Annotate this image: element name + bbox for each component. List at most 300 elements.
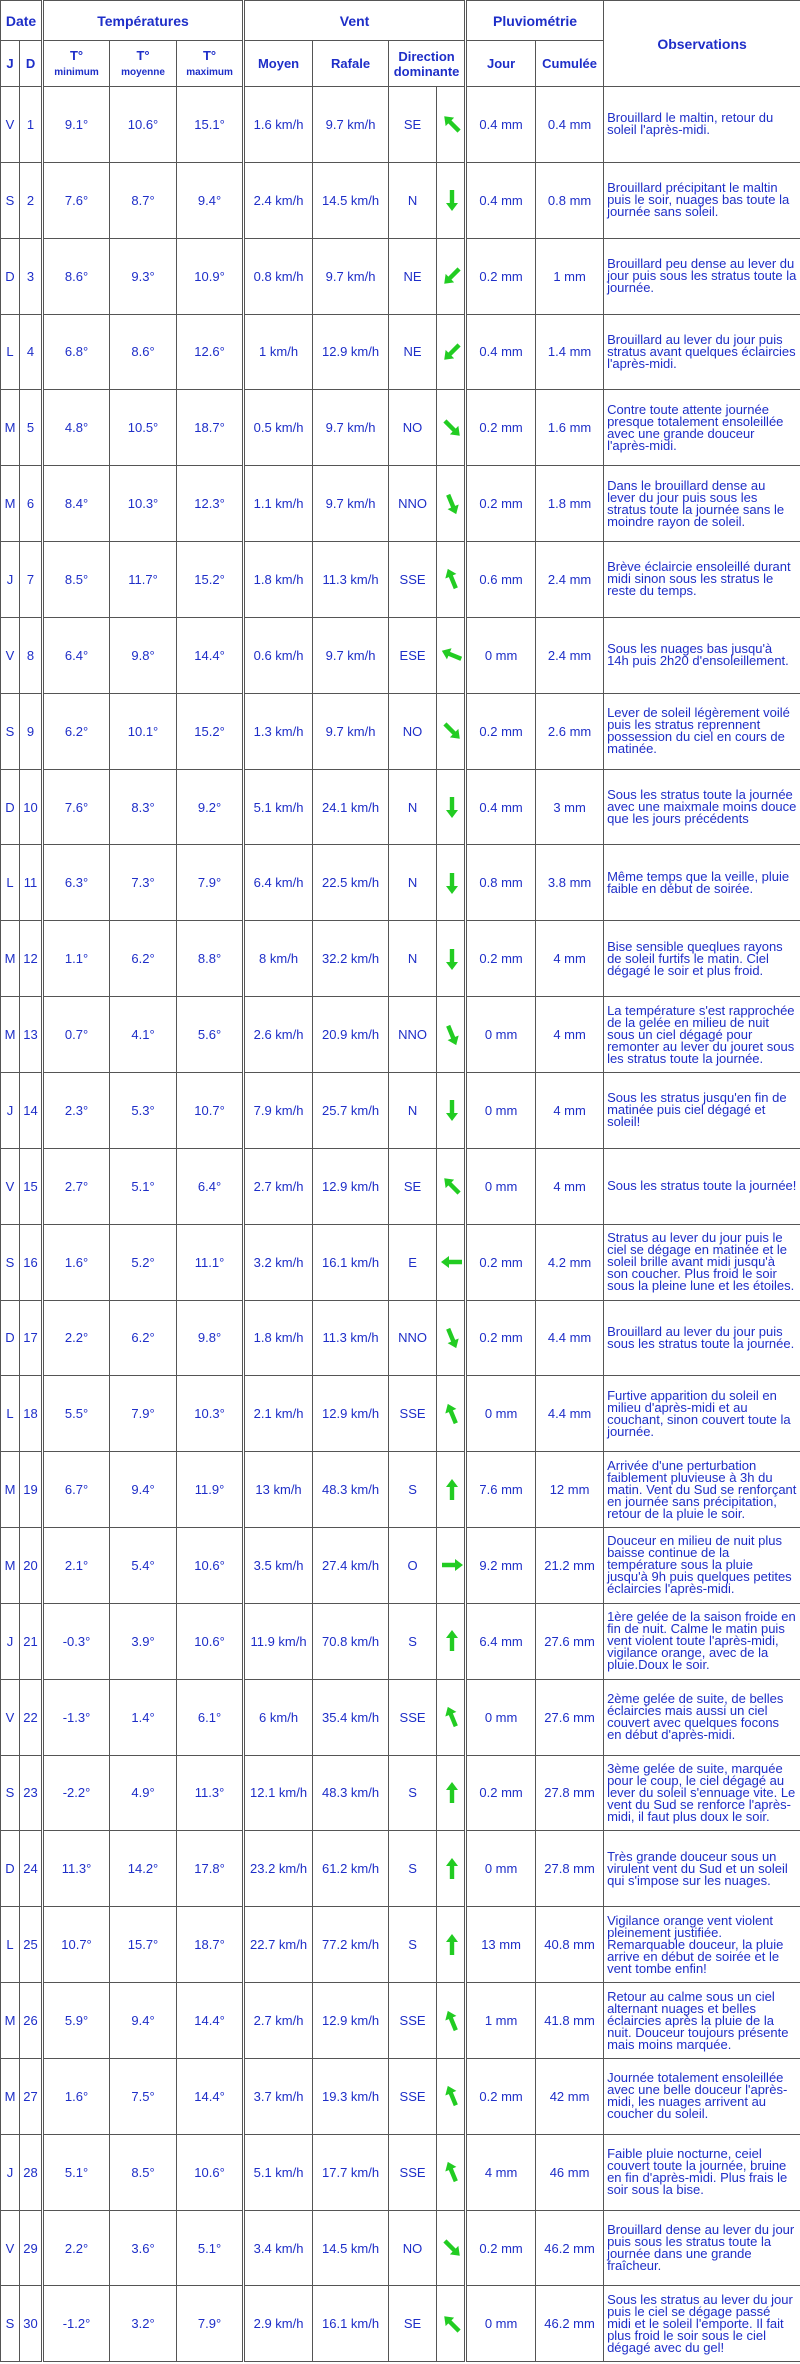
wind-arrow-icon xyxy=(439,1249,465,1275)
table-row xyxy=(1,1755,800,1831)
wind-gust-cell: 16.1 km/h xyxy=(313,1224,389,1300)
rain-cumul-cell: 21.2 mm xyxy=(536,1528,604,1604)
wind-direction-cell: N xyxy=(389,921,437,997)
table-row xyxy=(1,693,800,769)
wind-gust-cell: 24.1 km/h xyxy=(313,769,389,845)
rain-cumul-cell: 27.8 mm xyxy=(536,1755,604,1831)
wind-arrow-cell xyxy=(437,542,466,618)
day-number-cell: 19 xyxy=(20,1452,43,1528)
wind-arrow-icon xyxy=(439,870,465,896)
rain-cumul-cell: 41.8 mm xyxy=(536,1983,604,2059)
wind-direction-cell: SE xyxy=(389,87,437,163)
wind-arrow-icon xyxy=(439,1932,465,1958)
rain-day-cell: 0.2 mm xyxy=(466,921,536,997)
tmax-cell: 15.1° xyxy=(177,87,244,163)
tmin-cell: 6.8° xyxy=(43,314,110,390)
rain-day-cell: 0 mm xyxy=(466,1148,536,1224)
wind-arrow-cell xyxy=(437,921,466,997)
tmin-cell: -1.3° xyxy=(43,1679,110,1755)
table-row xyxy=(1,1528,800,1604)
observation-cell: Brouillard le maltin, retour du soleil l'après-midi. xyxy=(604,87,800,163)
tmin-cell: 2.1° xyxy=(43,1528,110,1604)
wind-gust-cell: 27.4 km/h xyxy=(313,1528,389,1604)
tmin-cell: 2.2° xyxy=(43,2210,110,2286)
observation-cell: Sous les stratus jusqu'en fin de matinée puis ciel dégagé et soleil! xyxy=(604,1072,800,1148)
table-row xyxy=(1,87,800,163)
wind-arrow-icon xyxy=(439,491,465,517)
tmax-cell: 10.9° xyxy=(177,238,244,314)
wind-direction-cell: NNO xyxy=(389,1300,437,1376)
wind-arrow-icon xyxy=(439,339,465,365)
rain-cumul-cell: 1.8 mm xyxy=(536,466,604,542)
wind-arrow-cell xyxy=(437,1224,466,1300)
wind-arrow-icon xyxy=(439,1856,465,1882)
wind-arrow-icon xyxy=(439,718,465,744)
rain-day-cell: 0 mm xyxy=(466,1831,536,1907)
observation-cell: Brouillard précipitant le maltin puis le soir, nuages bas toute la journée sans soleil. xyxy=(604,162,800,238)
tmax-cell: 8.8° xyxy=(177,921,244,997)
tmoy-cell: 10.5° xyxy=(110,390,177,466)
tmoy-cell: 9.8° xyxy=(110,617,177,693)
tmax-cell: 10.7° xyxy=(177,1072,244,1148)
wind-arrow-cell xyxy=(437,1755,466,1831)
tmoy-cell: 14.2° xyxy=(110,1831,177,1907)
wind-arrow-cell xyxy=(437,1603,466,1679)
tmin-cell: 1.6° xyxy=(43,2058,110,2134)
tmoy-cell: 5.4° xyxy=(110,1528,177,1604)
tmoy-cell: 10.3° xyxy=(110,466,177,542)
wind-mean-cell: 1.8 km/h xyxy=(244,542,313,618)
observation-cell: Sous les stratus toute la journée avec une maixmale moins douce que les jours précédents xyxy=(604,769,800,845)
tmoy-cell: 11.7° xyxy=(110,542,177,618)
observation-cell: Lever de soleil légèrement voilé puis les stratus reprennent possession du ciel en cours de matinée. xyxy=(604,693,800,769)
wind-gust-cell: 35.4 km/h xyxy=(313,1679,389,1755)
tmax-cell: 11.9° xyxy=(177,1452,244,1528)
wind-direction-cell: SE xyxy=(389,1148,437,1224)
table-row xyxy=(1,2286,800,2362)
table-row xyxy=(1,1831,800,1907)
wind-direction-cell: O xyxy=(389,1528,437,1604)
wind-arrow-cell xyxy=(437,1072,466,1148)
weekday-cell: L xyxy=(1,845,20,921)
tmax-cell: 10.3° xyxy=(177,1376,244,1452)
tmin-cell: 6.4° xyxy=(43,617,110,693)
tmin-cell: 0.7° xyxy=(43,997,110,1073)
weekday-cell: M xyxy=(1,921,20,997)
weekday-cell: M xyxy=(1,2058,20,2134)
tmoy-cell: 6.2° xyxy=(110,921,177,997)
wind-gust-cell: 48.3 km/h xyxy=(313,1452,389,1528)
tmoy-cell: 10.6° xyxy=(110,87,177,163)
weekday-cell: V xyxy=(1,1679,20,1755)
wind-mean-cell: 5.1 km/h xyxy=(244,2134,313,2210)
rain-cumul-cell: 2.4 mm xyxy=(536,617,604,693)
rain-cumul-cell: 4 mm xyxy=(536,1072,604,1148)
day-number-cell: 24 xyxy=(20,1831,43,1907)
tmin-cell: 5.1° xyxy=(43,2134,110,2210)
wind-direction-cell: E xyxy=(389,1224,437,1300)
header-tmoy xyxy=(110,41,177,87)
wind-arrow-cell xyxy=(437,2210,466,2286)
rain-day-cell: 0 mm xyxy=(466,997,536,1073)
table-row xyxy=(1,542,800,618)
rain-day-cell: 0.4 mm xyxy=(466,162,536,238)
header-direction-line1: Direction xyxy=(398,48,455,64)
tmin-cell: 7.6° xyxy=(43,162,110,238)
wind-gust-cell: 14.5 km/h xyxy=(313,2210,389,2286)
rain-day-cell: 0.4 mm xyxy=(466,87,536,163)
day-number-cell: 6 xyxy=(20,466,43,542)
rain-day-cell: 7.6 mm xyxy=(466,1452,536,1528)
rain-cumul-cell: 4 mm xyxy=(536,921,604,997)
table-row xyxy=(1,1148,800,1224)
table-row xyxy=(1,1300,800,1376)
table-row xyxy=(1,2210,800,2286)
wind-mean-cell: 2.7 km/h xyxy=(244,1148,313,1224)
wind-gust-cell: 11.3 km/h xyxy=(313,1300,389,1376)
wind-mean-cell: 1.1 km/h xyxy=(244,466,313,542)
rain-cumul-cell: 12 mm xyxy=(536,1452,604,1528)
rain-day-cell: 0.2 mm xyxy=(466,2210,536,2286)
tmax-cell: 10.6° xyxy=(177,1528,244,1604)
tmoy-cell: 6.2° xyxy=(110,1300,177,1376)
wind-arrow-icon xyxy=(439,1401,465,1427)
observation-cell: Journée totalement ensoleillée avec une belle douceur l'après-midi, les nuages arrivent au coucher du soleil. xyxy=(604,2058,800,2134)
rain-cumul-cell: 4.2 mm xyxy=(536,1224,604,1300)
wind-arrow-cell xyxy=(437,1300,466,1376)
wind-arrow-cell xyxy=(437,162,466,238)
weekday-cell: L xyxy=(1,1376,20,1452)
wind-gust-cell: 19.3 km/h xyxy=(313,2058,389,2134)
wind-arrow-icon xyxy=(439,2235,465,2261)
rain-day-cell: 9.2 mm xyxy=(466,1528,536,1604)
wind-mean-cell: 3.5 km/h xyxy=(244,1528,313,1604)
weather-table-body xyxy=(1,1,800,2362)
tmoy-cell: 3.6° xyxy=(110,2210,177,2286)
tmax-cell: 9.8° xyxy=(177,1300,244,1376)
weekday-cell: S xyxy=(1,2286,20,2362)
rain-cumul-cell: 40.8 mm xyxy=(536,1907,604,1983)
weekday-cell: D xyxy=(1,769,20,845)
rain-cumul-cell: 42 mm xyxy=(536,2058,604,2134)
rain-day-cell: 0.2 mm xyxy=(466,1224,536,1300)
tmax-cell: 5.6° xyxy=(177,997,244,1073)
tmoy-cell: 3.2° xyxy=(110,2286,177,2362)
tmoy-cell: 10.1° xyxy=(110,693,177,769)
observation-cell: Brouillard dense au lever du jour puis sous les stratus toute la journée dans une grande fraîcheur. xyxy=(604,2210,800,2286)
table-row xyxy=(1,2058,800,2134)
wind-arrow-icon xyxy=(439,187,465,213)
wind-mean-cell: 2.4 km/h xyxy=(244,162,313,238)
header-tmax-label: maximum xyxy=(186,66,233,78)
tmoy-cell: 15.7° xyxy=(110,1907,177,1983)
header-wind-mean: Moyen xyxy=(244,41,313,87)
wind-arrow-icon xyxy=(439,2311,465,2337)
wind-arrow-cell xyxy=(437,997,466,1073)
rain-cumul-cell: 4.4 mm xyxy=(536,1300,604,1376)
table-row xyxy=(1,466,800,542)
tmax-cell: 7.9° xyxy=(177,2286,244,2362)
rain-cumul-cell: 1.6 mm xyxy=(536,390,604,466)
wind-arrow-cell xyxy=(437,1376,466,1452)
header-direction-line2: dominante xyxy=(393,63,460,79)
wind-arrow-cell xyxy=(437,1983,466,2059)
wind-direction-cell: NO xyxy=(389,390,437,466)
wind-direction-cell: SSE xyxy=(389,1983,437,2059)
observation-cell: Sous les nuages bas jusqu'à 14h puis 2h20 d'ensoleillement. xyxy=(604,617,800,693)
observation-cell: Dans le brouillard dense au lever du jour puis sous les stratus toute la journée sans le moindre rayon de soleil. xyxy=(604,466,800,542)
wind-arrow-icon xyxy=(439,1704,465,1730)
tmoy-cell: 5.1° xyxy=(110,1148,177,1224)
tmax-cell: 14.4° xyxy=(177,617,244,693)
wind-direction-cell: NNO xyxy=(389,997,437,1073)
wind-arrow-cell xyxy=(437,1148,466,1224)
observation-cell: Brève éclaircie ensoleillé durant midi sinon sous les stratus le reste du temps. xyxy=(604,542,800,618)
wind-arrow-cell xyxy=(437,2058,466,2134)
tmin-cell: 5.9° xyxy=(43,1983,110,2059)
wind-direction-cell: NNO xyxy=(389,466,437,542)
tmax-cell: 5.1° xyxy=(177,2210,244,2286)
weekday-cell: J xyxy=(1,2134,20,2210)
day-number-cell: 26 xyxy=(20,1983,43,2059)
tmax-cell: 6.4° xyxy=(177,1148,244,1224)
day-number-cell: 20 xyxy=(20,1528,43,1604)
table-row xyxy=(1,1072,800,1148)
wind-arrow-cell xyxy=(437,1831,466,1907)
rain-day-cell: 0.6 mm xyxy=(466,542,536,618)
weekday-cell: S xyxy=(1,162,20,238)
day-number-cell: 30 xyxy=(20,2286,43,2362)
wind-arrow-icon xyxy=(439,111,465,137)
rain-day-cell: 0.2 mm xyxy=(466,390,536,466)
observation-cell: Brouillard au lever du jour puis stratus avant quelques éclaircies l'après-midi. xyxy=(604,314,800,390)
tmin-cell: 8.6° xyxy=(43,238,110,314)
rain-day-cell: 0.4 mm xyxy=(466,314,536,390)
tmoy-cell: 9.4° xyxy=(110,1983,177,2059)
wind-arrow-icon xyxy=(439,2159,465,2185)
table-row xyxy=(1,1907,800,1983)
wind-direction-cell: ESE xyxy=(389,617,437,693)
rain-day-cell: 6.4 mm xyxy=(466,1603,536,1679)
wind-arrow-cell xyxy=(437,1679,466,1755)
wind-mean-cell: 22.7 km/h xyxy=(244,1907,313,1983)
wind-mean-cell: 11.9 km/h xyxy=(244,1603,313,1679)
wind-direction-cell: SE xyxy=(389,2286,437,2362)
observation-cell: Arrivée d'une perturbation faiblement pluvieuse à 3h du matin. Vent du Sud se renforçant en journée sans précipitation, retour de la pluie le soir. xyxy=(604,1452,800,1528)
rain-day-cell: 0.2 mm xyxy=(466,466,536,542)
table-row xyxy=(1,2134,800,2210)
wind-arrow-icon xyxy=(439,2083,465,2109)
wind-direction-cell: NO xyxy=(389,2210,437,2286)
observation-cell: 3ème gelée de suite, marquée pour le coup, le ciel dégagé au lever du soleil s'ennuage vite. Le vent du Sud se renforce l'après-midi, il faut plus doux le soir. xyxy=(604,1755,800,1831)
weekday-cell: S xyxy=(1,1224,20,1300)
weekday-cell: M xyxy=(1,390,20,466)
tmax-cell: 6.1° xyxy=(177,1679,244,1755)
tmin-cell: 7.6° xyxy=(43,769,110,845)
table-row xyxy=(1,1224,800,1300)
wind-arrow-cell xyxy=(437,693,466,769)
observation-cell: Vigilance orange vent violent pleinement justifiée. Remarquable douceur, la pluie arrive en début de soirée et le vent tombe enfin! xyxy=(604,1907,800,1983)
tmoy-cell: 7.3° xyxy=(110,845,177,921)
tmin-cell: -2.2° xyxy=(43,1755,110,1831)
tmin-cell: 2.2° xyxy=(43,1300,110,1376)
wind-gust-cell: 12.9 km/h xyxy=(313,1983,389,2059)
wind-direction-cell: SSE xyxy=(389,1679,437,1755)
wind-gust-cell: 12.9 km/h xyxy=(313,314,389,390)
day-number-cell: 1 xyxy=(20,87,43,163)
wind-gust-cell: 22.5 km/h xyxy=(313,845,389,921)
wind-arrow-cell xyxy=(437,2286,466,2362)
tmin-cell: 10.7° xyxy=(43,1907,110,1983)
wind-arrow-icon xyxy=(439,946,465,972)
weekday-cell: J xyxy=(1,1072,20,1148)
observation-cell: Sous les stratus au lever du jour puis le ciel se dégage passé midi et le soleil l'emporte. Il fait plus froid le soir sous le ciel dégagé avec du gel! xyxy=(604,2286,800,2362)
tmax-cell: 14.4° xyxy=(177,2058,244,2134)
weekday-cell: L xyxy=(1,1907,20,1983)
rain-cumul-cell: 3 mm xyxy=(536,769,604,845)
wind-mean-cell: 13 km/h xyxy=(244,1452,313,1528)
weekday-cell: M xyxy=(1,997,20,1073)
tmin-cell: -0.3° xyxy=(43,1603,110,1679)
wind-gust-cell: 77.2 km/h xyxy=(313,1907,389,1983)
day-number-cell: 9 xyxy=(20,693,43,769)
table-row xyxy=(1,921,800,997)
wind-gust-cell: 17.7 km/h xyxy=(313,2134,389,2210)
rain-cumul-cell: 46 mm xyxy=(536,2134,604,2210)
rain-cumul-cell: 0.4 mm xyxy=(536,87,604,163)
day-number-cell: 17 xyxy=(20,1300,43,1376)
day-number-cell: 14 xyxy=(20,1072,43,1148)
wind-arrow-cell xyxy=(437,466,466,542)
wind-gust-cell: 9.7 km/h xyxy=(313,87,389,163)
rain-cumul-cell: 4 mm xyxy=(536,1148,604,1224)
weekday-cell: M xyxy=(1,1452,20,1528)
day-number-cell: 18 xyxy=(20,1376,43,1452)
rain-cumul-cell: 27.8 mm xyxy=(536,1831,604,1907)
tmax-cell: 15.2° xyxy=(177,542,244,618)
wind-arrow-cell xyxy=(437,87,466,163)
day-number-cell: 16 xyxy=(20,1224,43,1300)
wind-arrow-cell xyxy=(437,1907,466,1983)
tmoy-cell: 7.5° xyxy=(110,2058,177,2134)
day-number-cell: 15 xyxy=(20,1148,43,1224)
tmin-cell: -1.2° xyxy=(43,2286,110,2362)
weekday-cell: M xyxy=(1,1983,20,2059)
tmax-cell: 12.3° xyxy=(177,466,244,542)
rain-day-cell: 4 mm xyxy=(466,2134,536,2210)
day-number-cell: 2 xyxy=(20,162,43,238)
rain-day-cell: 0.2 mm xyxy=(466,1300,536,1376)
rain-cumul-cell: 27.6 mm xyxy=(536,1603,604,1679)
weekday-cell: V xyxy=(1,87,20,163)
rain-day-cell: 0.2 mm xyxy=(466,238,536,314)
rain-cumul-cell: 46.2 mm xyxy=(536,2286,604,2362)
tmax-cell: 11.1° xyxy=(177,1224,244,1300)
table-row xyxy=(1,769,800,845)
tmax-cell: 10.6° xyxy=(177,1603,244,1679)
tmoy-cell: 3.9° xyxy=(110,1603,177,1679)
wind-direction-cell: N xyxy=(389,769,437,845)
weekday-cell: L xyxy=(1,314,20,390)
rain-cumul-cell: 4 mm xyxy=(536,997,604,1073)
tmin-cell: 2.3° xyxy=(43,1072,110,1148)
wind-arrow-icon xyxy=(439,263,465,289)
wind-mean-cell: 2.9 km/h xyxy=(244,2286,313,2362)
rain-cumul-cell: 3.8 mm xyxy=(536,845,604,921)
wind-arrow-icon xyxy=(439,2008,465,2034)
header-tmin xyxy=(43,41,110,87)
header-tmax-symbol: T° xyxy=(202,47,217,63)
rain-day-cell: 13 mm xyxy=(466,1907,536,1983)
wind-arrow-cell xyxy=(437,769,466,845)
observation-cell: Douceur en milieu de nuit plus baisse continue de la température sous la pluie jusqu'à 9h puis quelques petites éclaircies l'après-midi. xyxy=(604,1528,800,1604)
wind-arrow-icon xyxy=(439,1173,465,1199)
wind-arrow-icon xyxy=(439,642,465,668)
day-number-cell: 7 xyxy=(20,542,43,618)
wind-gust-cell: 16.1 km/h xyxy=(313,2286,389,2362)
header-tmin-label: minimum xyxy=(54,66,99,78)
rain-day-cell: 0.2 mm xyxy=(466,1755,536,1831)
wind-direction-cell: N xyxy=(389,162,437,238)
observation-cell: Faible pluie nocturne, ceiel couvert toute la journée, bruine en fin d'après-midi. Plus frais le soir sous la bise. xyxy=(604,2134,800,2210)
day-number-cell: 10 xyxy=(20,769,43,845)
header-date: Date xyxy=(1,1,43,41)
tmoy-cell: 4.1° xyxy=(110,997,177,1073)
wind-arrow-icon xyxy=(439,1628,465,1654)
header-temperatures: Températures xyxy=(43,1,244,41)
header-rainfall: Pluviométrie xyxy=(466,1,604,41)
rain-cumul-cell: 1.4 mm xyxy=(536,314,604,390)
table-row xyxy=(1,1679,800,1755)
header-wind-gust: Rafale xyxy=(313,41,389,87)
observation-cell: Bise sensible queqlues rayons de soleil furtifs le matin. Ciel dégagé le soir et plus froid. xyxy=(604,921,800,997)
day-number-cell: 28 xyxy=(20,2134,43,2210)
observation-cell: 1ère gelée de la saison froide en fin de nuit. Calme le matin puis vent violent toute l'après-midi, vigilance orange, avec de la pluie.Doux le soir. xyxy=(604,1603,800,1679)
wind-arrow-cell xyxy=(437,1452,466,1528)
wind-direction-cell: S xyxy=(389,1831,437,1907)
tmoy-cell: 9.4° xyxy=(110,1452,177,1528)
rain-cumul-cell: 46.2 mm xyxy=(536,2210,604,2286)
wind-direction-cell: SSE xyxy=(389,2058,437,2134)
table-row xyxy=(1,1603,800,1679)
wind-mean-cell: 0.6 km/h xyxy=(244,617,313,693)
wind-gust-cell: 9.7 km/h xyxy=(313,466,389,542)
rain-day-cell: 0.2 mm xyxy=(466,693,536,769)
header-tmoy-symbol: T° xyxy=(136,47,150,63)
wind-direction-cell: N xyxy=(389,1072,437,1148)
observation-cell: Sous les stratus toute la journée! xyxy=(604,1148,800,1224)
table-row xyxy=(1,314,800,390)
rain-cumul-cell: 2.4 mm xyxy=(536,542,604,618)
table-row xyxy=(1,390,800,466)
wind-direction-cell: SSE xyxy=(389,1376,437,1452)
weekday-cell: M xyxy=(1,1528,20,1604)
rain-day-cell: 0 mm xyxy=(466,2286,536,2362)
wind-arrow-icon xyxy=(439,566,465,592)
wind-gust-cell: 12.9 km/h xyxy=(313,1376,389,1452)
tmoy-cell: 9.3° xyxy=(110,238,177,314)
day-number-cell: 27 xyxy=(20,2058,43,2134)
wind-mean-cell: 5.1 km/h xyxy=(244,769,313,845)
wind-direction-cell: S xyxy=(389,1907,437,1983)
tmin-cell: 5.5° xyxy=(43,1376,110,1452)
rain-cumul-cell: 1 mm xyxy=(536,238,604,314)
observation-cell: La température s'est rapprochée de la gelée en milieu de nuit sous un ciel dégagé pour remonter au lever du jouret sous les stratus toute la journée. xyxy=(604,997,800,1073)
header-rain-cumul: Cumulée xyxy=(536,41,604,87)
tmax-cell: 17.8° xyxy=(177,1831,244,1907)
wind-mean-cell: 1 km/h xyxy=(244,314,313,390)
observation-cell: 2ème gelée de suite, de belles éclaircies mais aussi un ciel couvert avec quelques focons en début d'après-midi. xyxy=(604,1679,800,1755)
